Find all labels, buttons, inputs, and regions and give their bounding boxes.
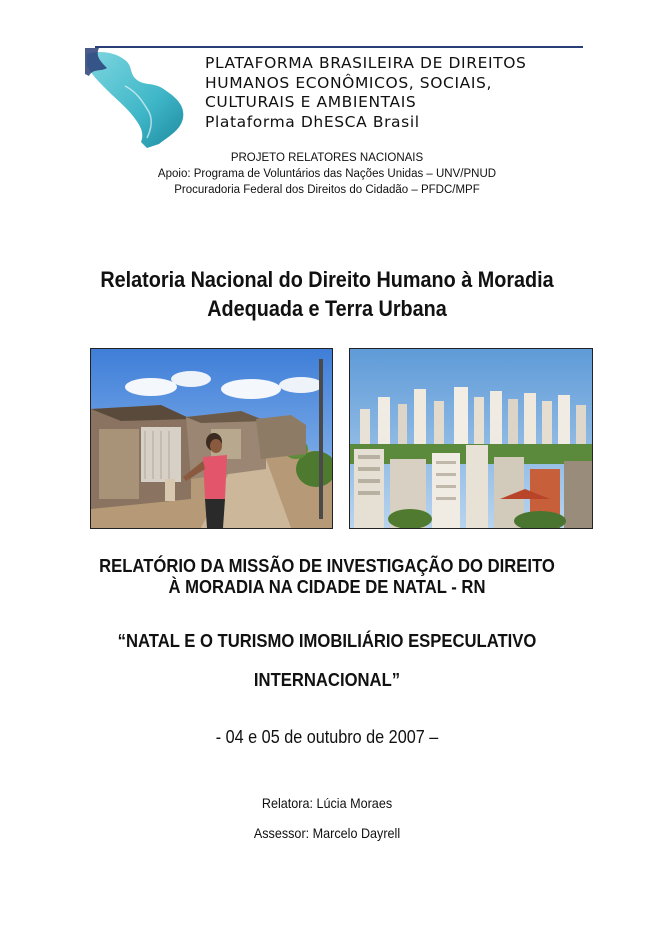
- main-title: [33, 265, 622, 323]
- sponsors-block: [0, 150, 654, 198]
- mission-dates: - 04 e 05 de outubro de 2007 –: [215, 727, 439, 747]
- prosecutor-line: Procuradoria Federal dos Direitos do Cidadão – PFDC/MPF: [174, 184, 480, 196]
- support-line: Apoio: Programa de Voluntários das Nações Unidas – UNV/PNUD: [157, 168, 497, 180]
- advisor: Assessor: Marcelo Dayrell: [253, 825, 401, 841]
- main-title-line-2: Adequada e Terra Urbana: [207, 296, 447, 321]
- logo-rule: [95, 46, 583, 48]
- logo-line-3: CULTURAIS E AMBIENTAIS: [205, 93, 417, 112]
- latin-america-map-icon: [85, 46, 203, 148]
- favela-photo: [90, 348, 333, 529]
- main-title-line-1: Relatoria Nacional do Direito Humano à Moradia: [100, 267, 554, 292]
- dhesca-logo: [85, 46, 583, 148]
- subtitle-line-2: INTERNACIONAL”: [253, 669, 401, 690]
- credits-block: [33, 788, 622, 848]
- report-title-line-2: À MORADIA NA CIDADE DE NATAL - RN: [168, 576, 486, 597]
- project-name: PROJETO RELATORES NACIONAIS: [230, 152, 424, 164]
- report-title: [33, 555, 622, 597]
- rapporteur: Relatora: Lúcia Moraes: [261, 795, 393, 811]
- logo-line-2: HUMANOS ECONÔMICOS, SOCIAIS,: [205, 73, 492, 92]
- report-title-line-1: RELATÓRIO DA MISSÃO DE INVESTIGAÇÃO DO DIREITO: [99, 555, 555, 576]
- logo-text: [205, 54, 526, 132]
- report-subtitle: [33, 621, 622, 699]
- natal-skyline-photo: [349, 348, 593, 529]
- logo-line-4: Plataforma DhESCA Brasil: [205, 112, 420, 131]
- logo-line-1: PLATAFORMA BRASILEIRA DE DIREITOS: [205, 54, 527, 72]
- subtitle-line-1: “NATAL E O TURISMO IMOBILIÁRIO ESPECULATIVO: [117, 630, 537, 651]
